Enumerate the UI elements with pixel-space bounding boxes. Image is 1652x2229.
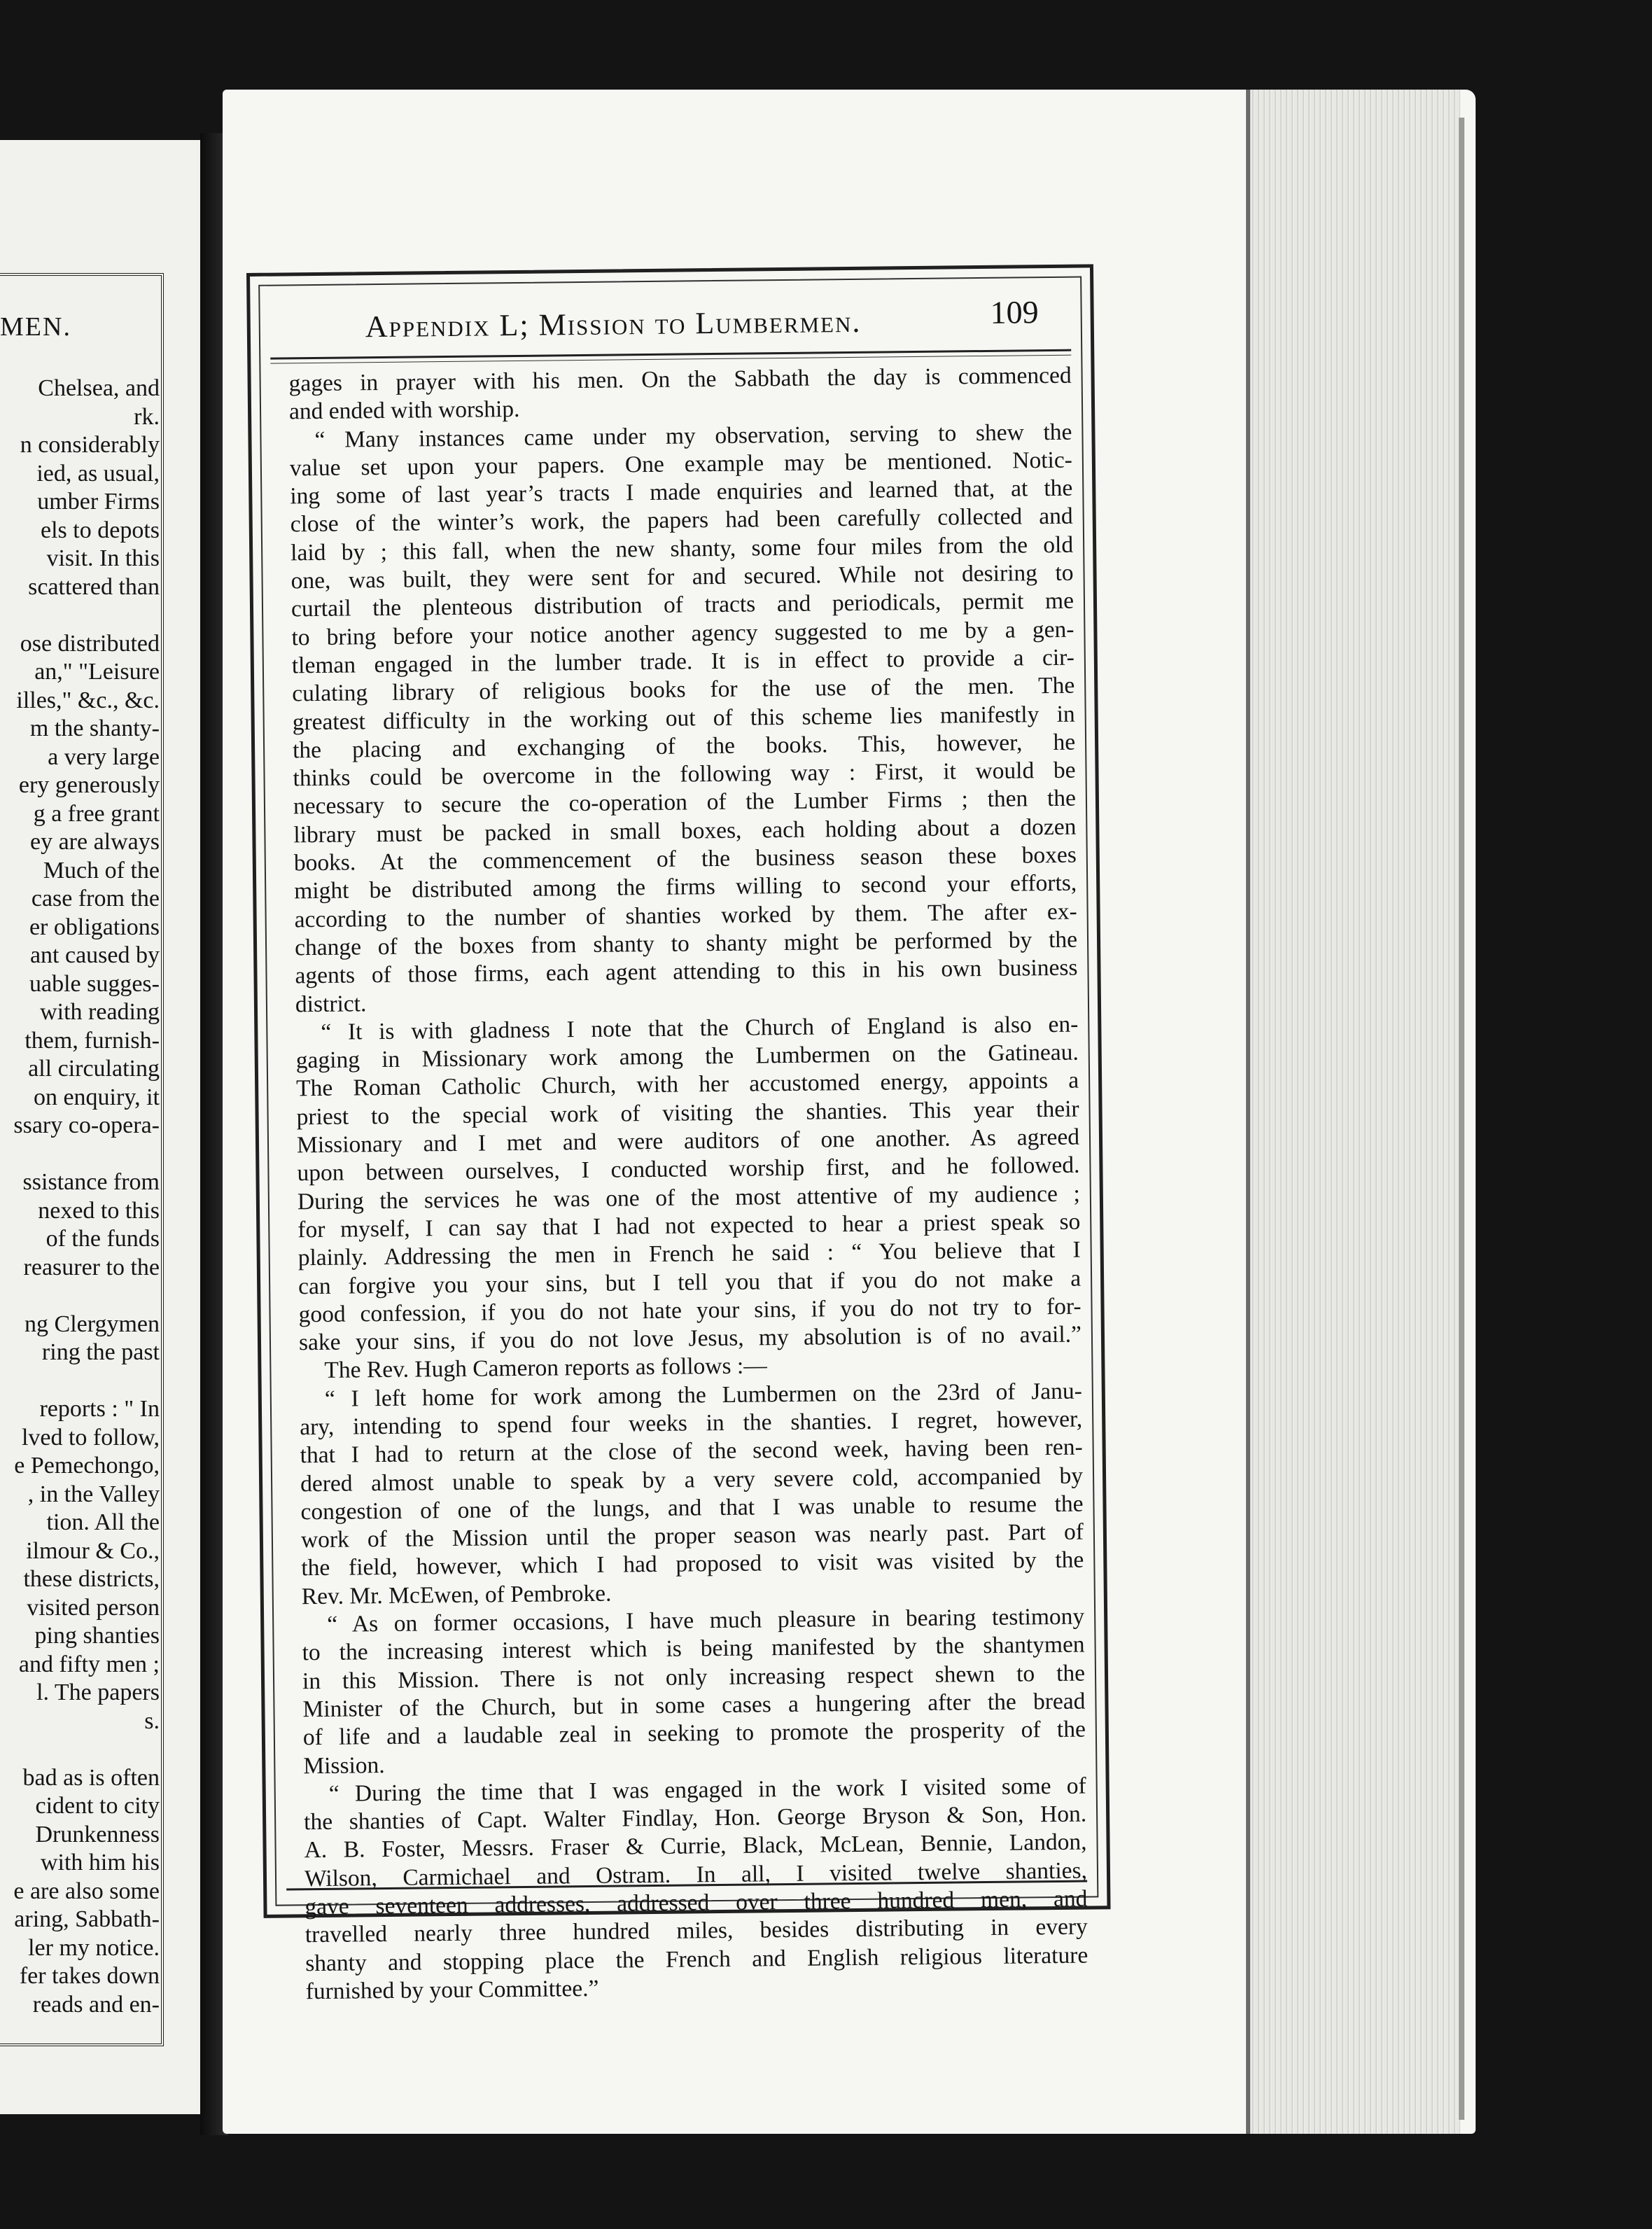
text-line: agents of those firms, each agent attending to this in his own business [295,954,1078,989]
left-text-line: ied, as usual, [36,460,160,487]
left-text-line: a very large [48,743,160,770]
left-text-line: with reading [40,999,160,1025]
text-line: “ It is with gladness I note that the Church of England is also en- [321,1011,1079,1045]
left-text-line: with him his [40,1850,160,1875]
left-text-line: reports : " In [39,1396,160,1422]
text-line: laid by ; this fall, when the new shanty, some four miles from the old [290,531,1074,566]
left-page-text [0,375,160,2019]
text-line: “ During the time that I was engaged in the work I visited some of [328,1773,1086,1807]
text-line: the placing and exchanging of the books. This, however, he [292,729,1076,764]
text-line: district. [295,990,367,1017]
text-line: necessary to secure the co-operation of the Lumber Firms ; then the [293,785,1077,820]
text-line: to bring before your notice another agency suggested to me by a gen- [291,616,1074,651]
left-text-line: umber Firms [37,489,160,515]
left-text-line: an," "Leisure [34,659,160,685]
text-line: value set upon your papers. One example may be mentioned. Notic- [289,447,1073,482]
left-text-line [0,1367,160,1396]
left-text-line: lved to follow, [21,1424,160,1451]
running-head [260,292,1081,356]
text-line: according to the number of shanties worked by them. The after ex- [294,898,1077,932]
left-text-line: s. [144,1707,160,1734]
left-text-line: visited person [27,1594,160,1621]
text-line: Mission. [303,1752,385,1779]
text-line: good confession, if you do not hate your sins, if you do not try to for- [298,1293,1082,1328]
left-text-line: bad as is often [22,1764,160,1791]
text-line: work of the Mission until the proper season was nearly past. Part of [300,1518,1084,1553]
left-text-line: ey are always [29,829,160,855]
left-text-line: n considerably [20,432,160,458]
left-text-line: l. The papers [36,1679,160,1705]
text-line: gave seventeen addresses, addressed over three hundred men, and [304,1885,1088,1920]
left-text-line: ant caused by [29,942,160,968]
text-line: plainly. Addressing the men in French he said : “ You believe that I [298,1236,1081,1271]
left-text-line: ping shanties [34,1623,160,1649]
text-line: can forgive you your sins, but I tell you that if you do not make a [298,1265,1082,1299]
body-text [288,362,1088,2006]
text-line: greatest difficulty in the working out of this scheme lies manifestly in [292,701,1075,735]
text-line: ary, intending to spend four weeks in the shanties. I regret, however, [300,1406,1083,1441]
page-number: 109 [990,294,1039,330]
left-text-line: g a free grant [33,800,160,827]
left-text-line: ssary co-opera- [13,1112,160,1138]
text-line: sake your sins, if you do not love Jesus, my absolution is of no avail.” [298,1321,1082,1356]
text-line: shanty and stopping place the French and English religious literature [305,1942,1088,1976]
text-line: of life and a laudable zeal in seeking to promote the prosperity of the [302,1716,1086,1751]
left-text-line: ng Clergymen [24,1311,160,1337]
text-line: and ended with worship. [288,396,520,425]
text-line: gages in prayer with his men. On the Sabbath the day is commenced [288,362,1072,397]
text-line: The Rev. Hugh Cameron reports as follows :— [324,1353,767,1384]
left-text-line: uable sugges- [29,970,160,997]
text-line: Missionary and I met and were auditors of one another. As agreed [296,1124,1080,1159]
left-text-line: ery generously [18,772,160,798]
left-text-line: fer takes down [19,1963,160,1989]
text-line: change of the boxes from shanty to shanty might be performed by the [294,926,1078,961]
text-line: culating library of religious books for the use of the men. The [292,672,1075,707]
text-line: priest to the special work of visiting the shanties. This year their [296,1096,1079,1131]
text-line: might be distributed among the firms willing to second your efforts, [294,869,1077,904]
left-text-line: reasurer to the [23,1254,160,1280]
text-line: Rev. Mr. McEwen, of Pembroke. [301,1580,612,1610]
text-line: upon between ourselves, I conducted worship first, and he followed. [297,1152,1080,1187]
text-line: to the increasing interest which is being manifested by the shantymen [302,1631,1085,1666]
text-line: close of the winter’s work, the papers had been carefully collected and [290,503,1073,538]
left-text-line: ose distributed [20,630,160,657]
text-line: in this Mission. There is not only increasing respect shewn to the [302,1660,1086,1694]
page-edges [1246,90,1460,2134]
left-text-line: reads and en- [32,1991,160,2018]
text-line: Wilson, Carmichael and Ostram. In all, I visited twelve shanties, [304,1857,1088,1892]
text-line: one, was built, they were sent for and secured. While not desiring to [290,559,1074,594]
left-text-line: aring, Sabbath- [14,1906,160,1932]
left-text-line: and fifty men ; [18,1651,160,1677]
left-text-line: illes," &c., &c. [16,687,160,713]
left-text-line: them, furnish- [24,1027,160,1054]
left-text-line: case from the [31,886,160,911]
page-frame-inner [258,277,1098,2005]
left-text-line [0,1735,160,1764]
text-line: the shanties of Capt. Walter Findlay, Hon. George Bryson & Son, Hon. [303,1801,1087,1836]
text-line: “ As on former occasions, I have much pleasure in bearing testimony [327,1603,1085,1637]
text-line: The Roman Catholic Church, with her accustomed energy, appoints a [296,1068,1079,1102]
text-line: A. B. Foster, Messrs. Fraser & Currie, Black, McLean, Bennie, Landon, [304,1829,1087,1864]
left-text-line: els to depots [41,517,160,543]
left-text-line: , in the Valley [27,1481,160,1507]
left-text-line [0,1282,160,1311]
left-text-line: ssistance from [22,1169,160,1195]
page-frame [246,264,1111,2005]
text-line: that I had to return at the close of the second week, having been ren- [300,1434,1083,1469]
text-line: “ I left home for work among the Lumbermen on the 23rd of Janu- [324,1378,1082,1412]
text-line: During the services he was one of the most attentive of my audience ; [297,1180,1081,1215]
left-text-line: Chelsea, and [38,375,160,401]
running-title: Appendix L; Mission to Lumbermen. [365,304,862,344]
text-line: furnished by your Committee.” [305,1975,599,2005]
text-line: curtail the plenteous distribution of tracts and periodicals, permit me [290,588,1074,622]
left-text-line: ler my notice. [28,1934,160,1961]
text-line: library must be packed in small boxes, each holding about a dozen [293,813,1077,848]
left-text-line: Drunkenness [35,1821,160,1847]
text-line: books. At the commencement of the business season these boxes [293,841,1077,876]
left-page-running-head: MEN. [0,312,71,342]
text-line: travelled nearly three hundred miles, besides distributing in every [304,1913,1088,1948]
left-text-line: these districts, [23,1566,160,1592]
left-text-line [0,601,160,630]
text-line: “ Many instances came under my observation, serving to shew the [314,419,1072,453]
left-text-line: Much of the [43,857,160,883]
text-line: gaging in Missionary work among the Lumbermen on the Gatineau. [295,1039,1079,1074]
text-line: the field, however, which I had proposed to visit was visited by the [301,1547,1084,1581]
left-text-line: m the shanty- [29,715,160,741]
left-text-line: rk. [134,403,160,430]
text-line: thinks could be overcome in the following way : First, it would be [293,757,1076,792]
left-text-line: visit. In this [46,545,160,571]
left-text-line: scattered than [28,573,160,600]
text-line: congestion of one of the lungs, and that I was unable to resume the [300,1490,1084,1525]
left-page [0,140,207,2114]
text-line: tleman engaged in the lumber trade. It is in effect to provide a cir- [291,644,1075,679]
left-text-line: ilmour & Co., [26,1537,160,1564]
text-line: dered almost unable to speak by a very severe cold, accompanied by [300,1462,1084,1497]
left-text-line: er obligations [29,914,160,940]
left-text-line: on enquiry, it [33,1084,160,1110]
text-line: Minister of the Church, but in some cases a hungering after the bread [302,1688,1086,1723]
left-text-line: all circulating [28,1056,160,1082]
text-line: for myself, I can say that I had not expected to hear a priest speak so [298,1208,1081,1243]
text-line: ing some of last year’s tracts I made enquiries and learned that, at the [290,475,1073,510]
left-text-line: nexed to this [38,1197,160,1224]
left-text-line: ring the past [41,1339,160,1365]
left-text-line: of the funds [46,1226,160,1252]
left-text-line: tion. All the [46,1509,160,1535]
left-text-line: e Pemechongo, [14,1453,160,1479]
left-text-line: cident to city [35,1793,160,1819]
left-text-line [0,1140,160,1169]
left-text-line: e are also some [13,1878,160,1904]
